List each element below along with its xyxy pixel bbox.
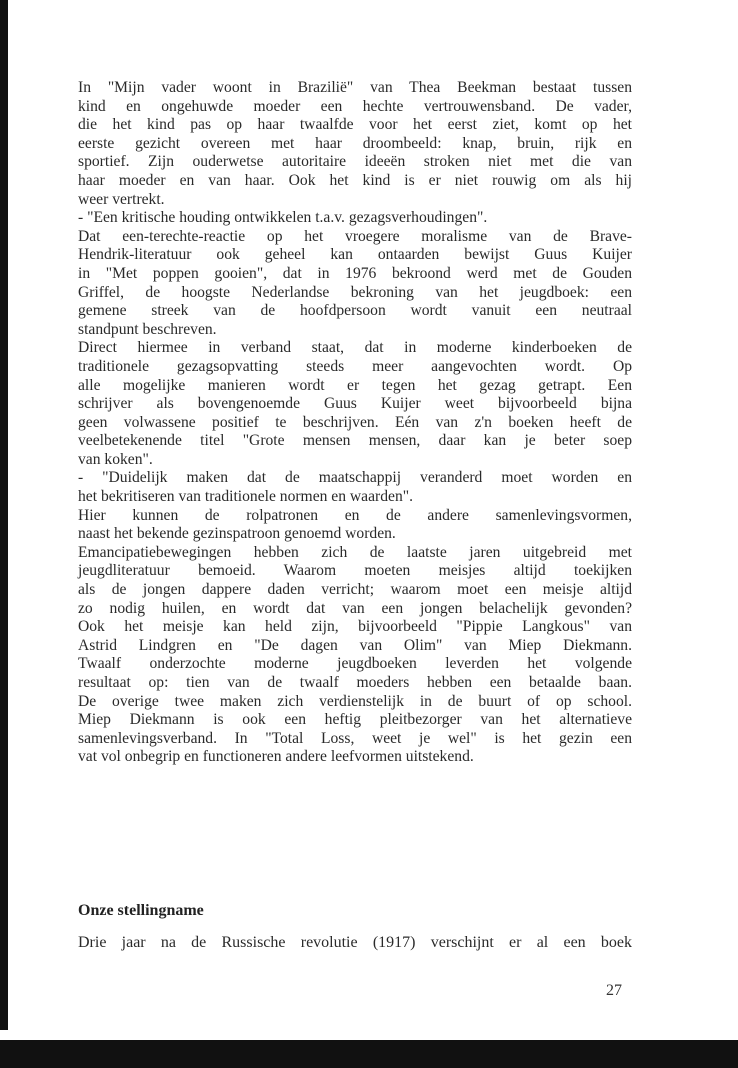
text-line: haar moeder en van haar. Ook het kind is er niet rouwig om als hij bbox=[78, 171, 632, 189]
text-line: Direct hiermee in verband staat, dat in moderne kinderboeken de bbox=[78, 339, 632, 357]
text-line: Hier kunnen de rolpatronen en de andere samenlevingsvormen, bbox=[78, 506, 632, 524]
scan-left-edge bbox=[0, 0, 8, 1040]
text-line: Twaalf onderzochte moderne jeugdboeken leverden het volgende bbox=[78, 655, 632, 673]
text-line: van koken". bbox=[78, 450, 153, 468]
text-line: samenlevingsverband. In "Total Loss, weet je wel" is het gezin een bbox=[78, 729, 632, 747]
text-line: die het kind pas op haar twaalfde voor het eerst ziet, komt op het bbox=[78, 116, 632, 134]
text-line: - "Duidelijk maken dat de maatschappij veranderd moet worden en bbox=[78, 469, 632, 487]
text-line: - "Een kritische houding ontwikkelen t.a.v. gezagsverhoudingen". bbox=[78, 209, 488, 227]
text-line: kind en ongehuwde moeder een hechte vertrouwensband. De vader, bbox=[78, 97, 632, 115]
text-line: Hendrik-literatuur ook geheel kan ontaarden bewijst Guus Kuijer bbox=[78, 246, 632, 264]
text-line: Ook het meisje kan held zijn, bijvoorbeeld "Pippie Langkous" van bbox=[78, 618, 632, 636]
text-line: sportief. Zijn ouderwetse autoritaire ideeën stroken niet met die van bbox=[78, 153, 632, 171]
section-heading: Onze stellingname bbox=[78, 902, 204, 919]
text-line: gemene streek van de hoofdpersoon wordt vanuit een neutraal bbox=[78, 302, 632, 320]
text-line: het bekritiseren van traditionele normen en waarden". bbox=[78, 488, 413, 506]
text-line: schrijver als bovengenoemde Guus Kuijer weet bijvoorbeeld bijna bbox=[78, 395, 632, 413]
body-text bbox=[78, 79, 632, 767]
scan-bottom-gap bbox=[0, 1030, 738, 1040]
text-line: weer vertrekt. bbox=[78, 190, 165, 208]
text-line: zo nodig huilen, en wordt dat van een jongen belachelijk gevonden? bbox=[78, 599, 632, 617]
text-line: alle mogelijke manieren wordt er tegen het gezag getrapt. Een bbox=[78, 376, 632, 394]
text-line: Astrid Lindgren en "De dagen van Olim" van Miep Diekmann. bbox=[78, 636, 632, 654]
text-line: Dat een-terechte-reactie op het vroegere moralisme van de Brave- bbox=[78, 227, 632, 245]
text-line: geen volwassene positief te beschrijven. Eén van z'n boeken heeft de bbox=[78, 413, 632, 431]
page-number: 27 bbox=[606, 982, 622, 999]
text-line: In "Mijn vader woont in Brazilië" van Thea Beekman bestaat tussen bbox=[78, 79, 632, 96]
text-line: traditionele gezagsopvatting steeds meer aangevochten wordt. Op bbox=[78, 357, 632, 375]
text-line: in "Met poppen gooien", dat in 1976 bekroond werd met de Gouden bbox=[78, 264, 632, 282]
text-line: Emancipatiebewegingen hebben zich de laatste jaren uitgebreid met bbox=[78, 543, 632, 561]
text-line: Miep Diekmann is ook een heftig pleitbezorger van het alternatieve bbox=[78, 711, 632, 729]
text-line: jeugdliteratuur bemoeid. Waarom moeten meisjes altijd toekijken bbox=[78, 562, 632, 580]
text-line: vat vol onbegrip en functioneren andere leefvormen uitstekend. bbox=[78, 748, 474, 766]
text-line: eerste gezicht overeen met haar droombeeld: knap, bruin, rijk en bbox=[78, 134, 632, 152]
text-line: als de jongen dappere daden verricht; waarom moet een meisje altijd bbox=[78, 581, 632, 599]
text-line: naast het bekende gezinspatroon genoemd worden. bbox=[78, 525, 396, 543]
text-line: De overige twee maken zich verdienstelijk in de buurt of op school. bbox=[78, 692, 632, 710]
text-line: standpunt beschreven. bbox=[78, 320, 217, 338]
text-line: Griffel, de hoogste Nederlandse bekroning van het jeugdboek: een bbox=[78, 283, 632, 301]
scan-bottom-edge bbox=[0, 1040, 738, 1068]
section-first-line: Drie jaar na de Russische revolutie (1917) verschijnt er al een boek bbox=[78, 934, 632, 951]
text-line: veelbetekenende titel "Grote mensen mensen, daar kan je beter soep bbox=[78, 432, 632, 450]
text-line: resultaat op: tien van de twaalf moeders hebben een betaalde baan. bbox=[78, 674, 632, 691]
